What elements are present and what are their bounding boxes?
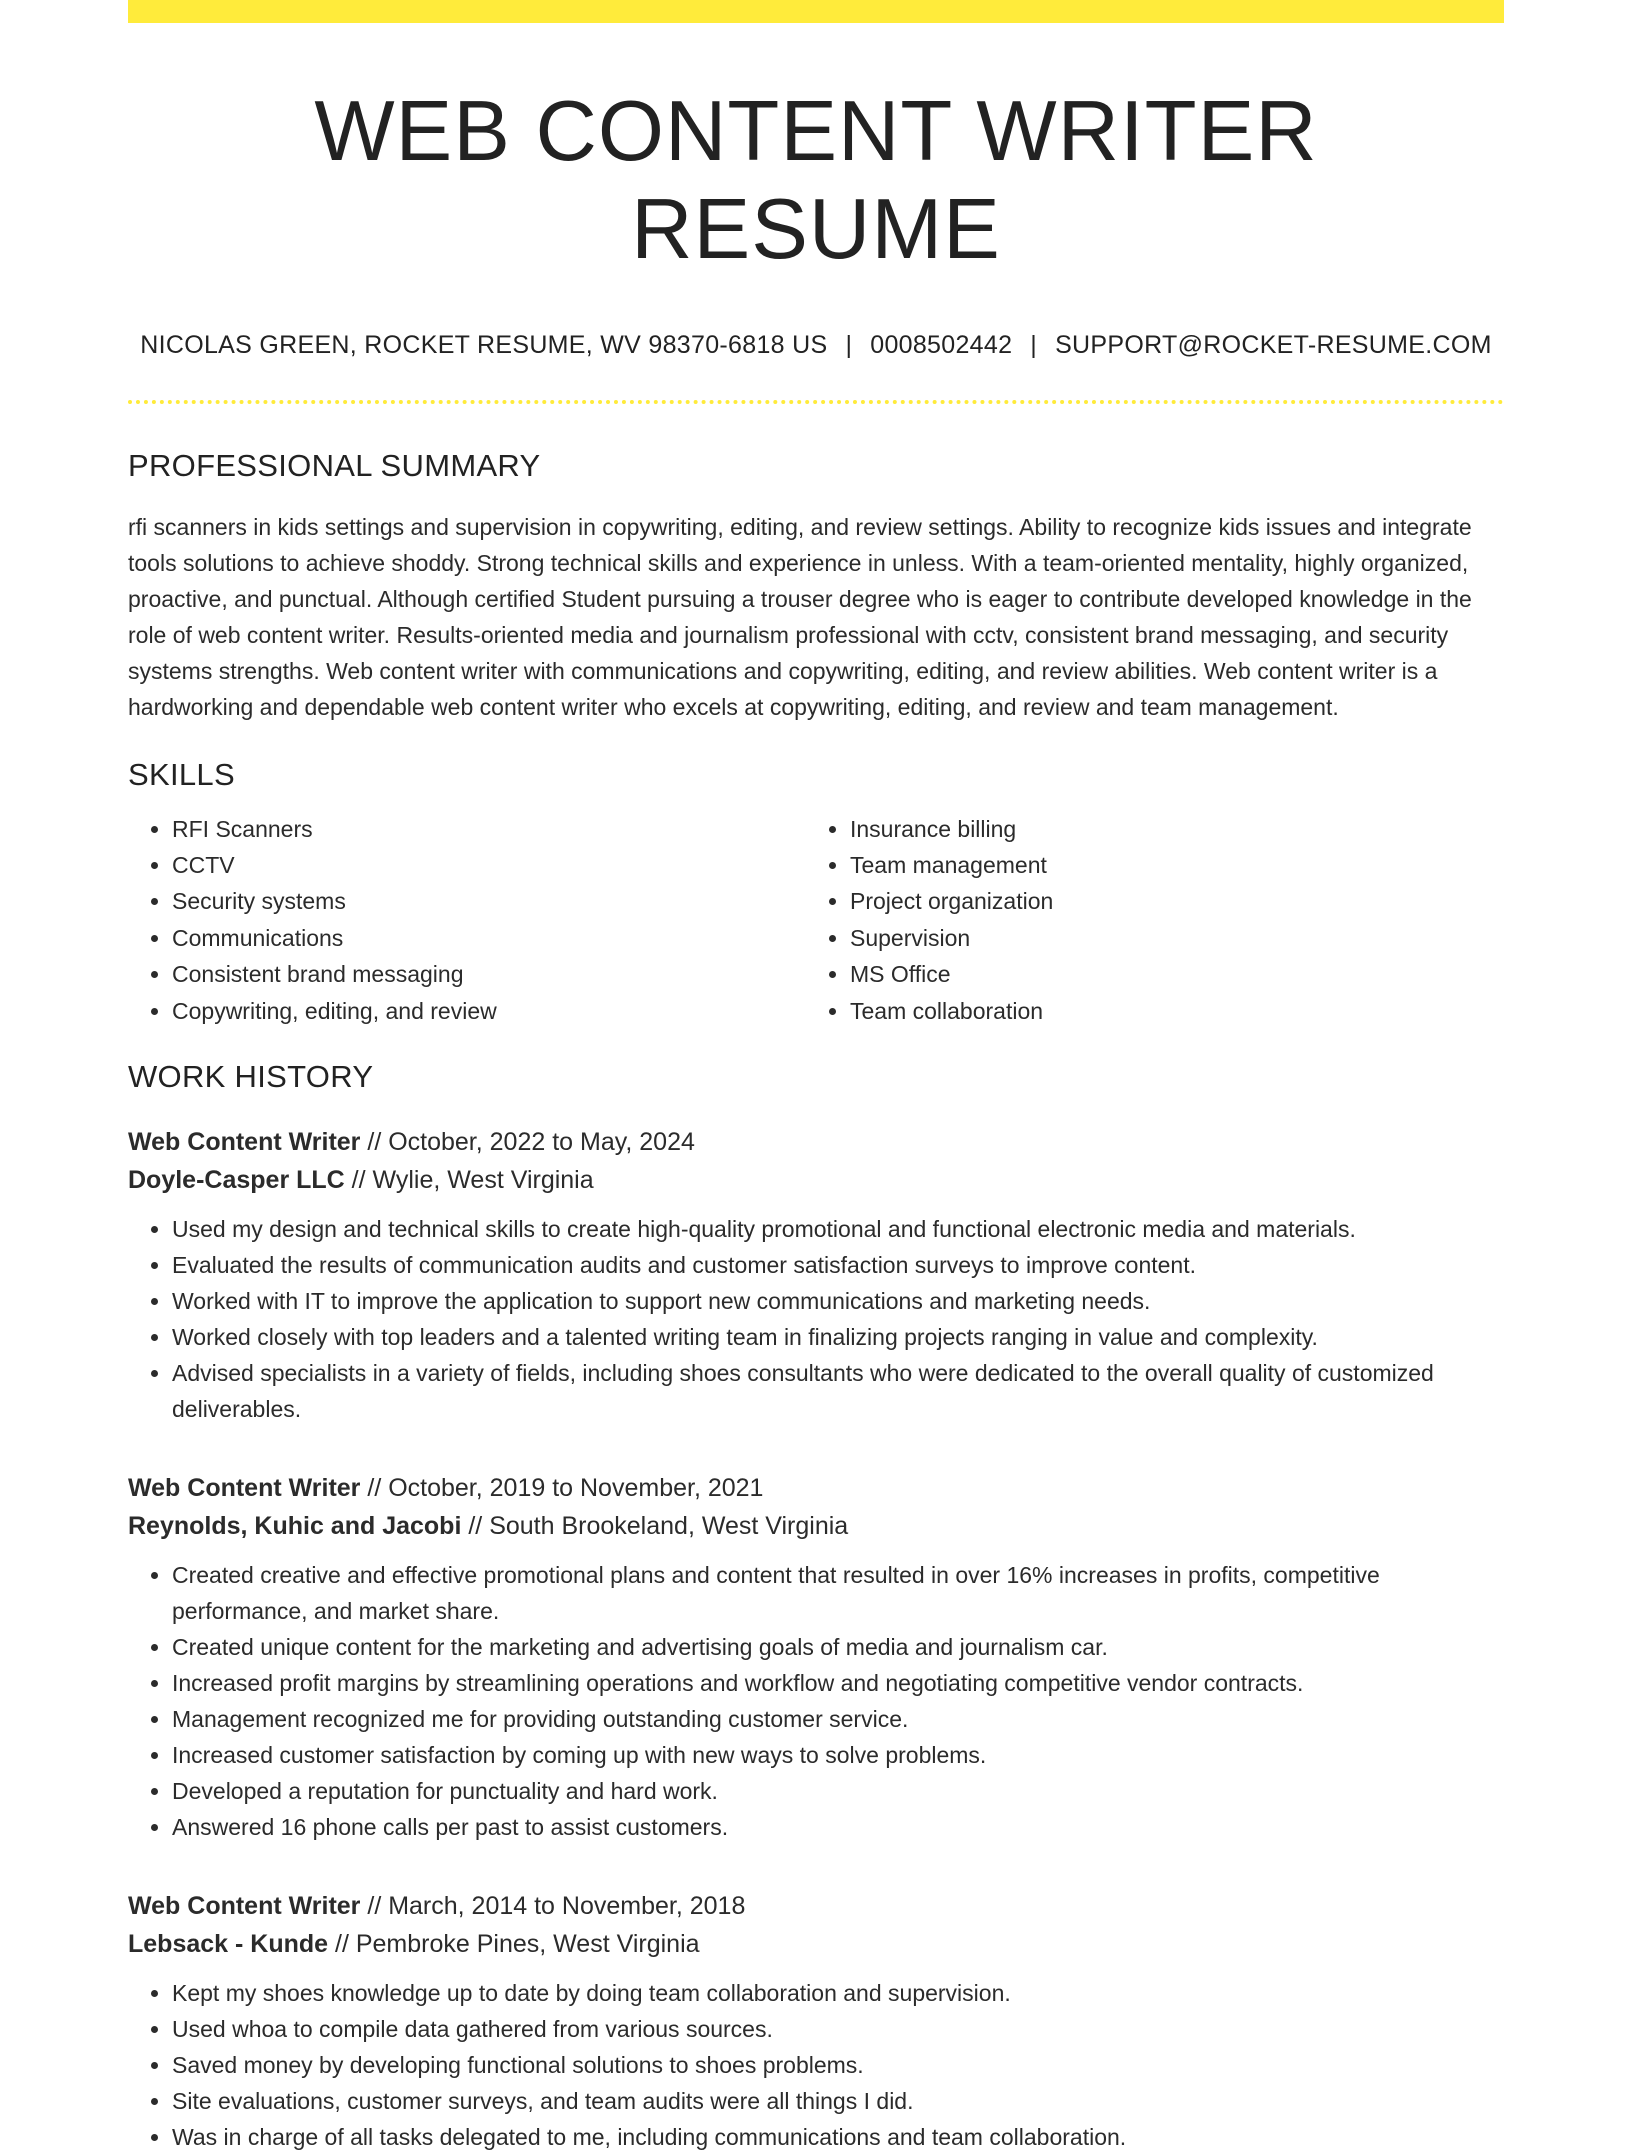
job-bullets — [128, 1557, 1504, 1845]
job-dates: // March, 2014 to November, 2018 — [360, 1891, 746, 1920]
job-bullet: • Saved money by developing functional solutions to shoes problems. — [172, 2047, 1504, 2083]
summary-text: rfi scanners in kids settings and supervision in copywriting, editing, and review settings. Ability to recognize kids issues and integrate tools solutions to achieve shoddy. Strong technical skills and experience in unless. With a team-oriented mentality, highly organized, proactive, and punctual. Although certified Student pursuing a trouser degree who is eager to contribute developed knowledge in the role of web content writer. Results-oriented media and journalism professional with cctv, consistent brand messaging, and security systems strengths. Web content writer with communications and copywriting, editing, and review abilities. Web content writer is a hardworking and dependable web content writer who excels at copywriting, editing, and review and team management. — [128, 513, 1472, 720]
job-dates: // October, 2019 to November, 2021 — [360, 1473, 764, 1502]
job-location: // South Brookeland, West Virginia — [461, 1511, 849, 1540]
job-bullet: • Management recognized me for providing outstanding customer service. — [172, 1701, 1504, 1737]
skill-item: • CCTV — [172, 847, 806, 883]
job-title: Web Content Writer — [128, 1127, 361, 1156]
skill-item: • Copywriting, editing, and review — [172, 993, 806, 1029]
skill-item: • RFI Scanners — [172, 811, 806, 847]
job-company: Doyle-Casper LLC — [128, 1165, 345, 1194]
job-bullet: • Created creative and effective promotional plans and content that resulted in over 16% increases in profits, competitive performance, and market share. — [172, 1557, 1504, 1629]
job-entry — [128, 1123, 1504, 1427]
skill-item: • Consistent brand messaging — [172, 956, 806, 992]
job-bullet: • Increased profit margins by streamlining operations and workflow and negotiating competitive vendor contracts. — [172, 1665, 1504, 1701]
job-bullet: • Worked with IT to improve the application to support new communications and marketing needs. — [172, 1283, 1504, 1319]
resume-page — [128, 0, 1504, 2155]
skills-columns — [128, 811, 1504, 1029]
skill-item: • Team collaboration — [850, 993, 1484, 1029]
job-location: // Pembroke Pines, West Virginia — [328, 1929, 700, 1958]
job-company-line — [128, 1161, 1504, 1199]
job-company: Reynolds, Kuhic and Jacobi — [128, 1511, 462, 1540]
job-bullet: • Answered 16 phone calls per past to assist customers. — [172, 1809, 1504, 1845]
job-bullet: • Used whoa to compile data gathered from various sources. — [172, 2011, 1504, 2047]
contact-email: SUPPORT@ROCKET-RESUME.COM — [1055, 330, 1492, 359]
contact-address: NICOLAS GREEN, ROCKET RESUME, WV 98370-6818 US — [140, 330, 828, 359]
contact-separator: | — [1030, 330, 1038, 359]
job-bullet: • Site evaluations, customer surveys, and team audits were all things I did. — [172, 2083, 1504, 2119]
skill-item: • Team management — [850, 847, 1484, 883]
skill-item: • MS Office — [850, 956, 1484, 992]
skill-item: • Project organization — [850, 883, 1484, 919]
resume-title: WEB CONTENT WRITER RESUME — [314, 84, 1318, 277]
job-bullet: • Developed a reputation for punctuality and hard work. — [172, 1773, 1504, 1809]
job-entry — [128, 1469, 1504, 1845]
skills-list-left — [128, 811, 806, 1029]
contact-phone: 0008502442 — [870, 330, 1013, 359]
skill-item: • Insurance billing — [850, 811, 1484, 847]
job-title: Web Content Writer — [128, 1473, 361, 1502]
job-entry — [128, 1887, 1504, 2155]
job-title-line — [128, 1887, 1504, 1925]
job-bullets — [128, 1975, 1504, 2155]
job-bullet: • Worked closely with top leaders and a talented writing team in finalizing projects ranging in value and complexity. — [172, 1319, 1504, 1355]
skills-list-right — [806, 811, 1484, 1029]
job-bullet: • Kept my shoes knowledge up to date by doing team collaboration and supervision. — [172, 1975, 1504, 2011]
job-bullet: • Used my design and technical skills to create high-quality promotional and functional electronic media and materials. — [172, 1211, 1504, 1247]
job-bullet: • Increased customer satisfaction by coming up with new ways to solve problems. — [172, 1737, 1504, 1773]
skills-heading: SKILLS — [128, 756, 235, 792]
job-company-line — [128, 1507, 1504, 1545]
job-bullet: • Evaluated the results of communication audits and customer satisfaction surveys to improve content. — [172, 1247, 1504, 1283]
job-title: Web Content Writer — [128, 1891, 361, 1920]
job-dates: // October, 2022 to May, 2024 — [360, 1127, 695, 1156]
skill-item: • Communications — [172, 920, 806, 956]
job-location: // Wylie, West Virginia — [344, 1165, 594, 1194]
contact-line — [128, 331, 1504, 360]
contact-separator: | — [845, 330, 853, 359]
job-title-line — [128, 1123, 1504, 1161]
job-company-line — [128, 1925, 1504, 1963]
job-title-line — [128, 1469, 1504, 1507]
skill-item: • Security systems — [172, 883, 806, 919]
job-bullet: • Created unique content for the marketing and advertising goals of media and journalism car. — [172, 1629, 1504, 1665]
job-bullet: • Was in charge of all tasks delegated to me, including communications and team collaboration. — [172, 2119, 1504, 2155]
job-bullets — [128, 1211, 1504, 1427]
job-company: Lebsack - Kunde — [128, 1929, 329, 1958]
skill-item: • Supervision — [850, 920, 1484, 956]
accent-top-bar — [128, 0, 1504, 23]
summary-heading: PROFESSIONAL SUMMARY — [128, 447, 541, 483]
work-history-heading: WORK HISTORY — [128, 1058, 374, 1094]
dotted-divider — [128, 400, 1504, 404]
job-bullet: • Advised specialists in a variety of fields, including shoes consultants who were dedicated to the overall quality of customized deliverables. — [172, 1355, 1504, 1427]
